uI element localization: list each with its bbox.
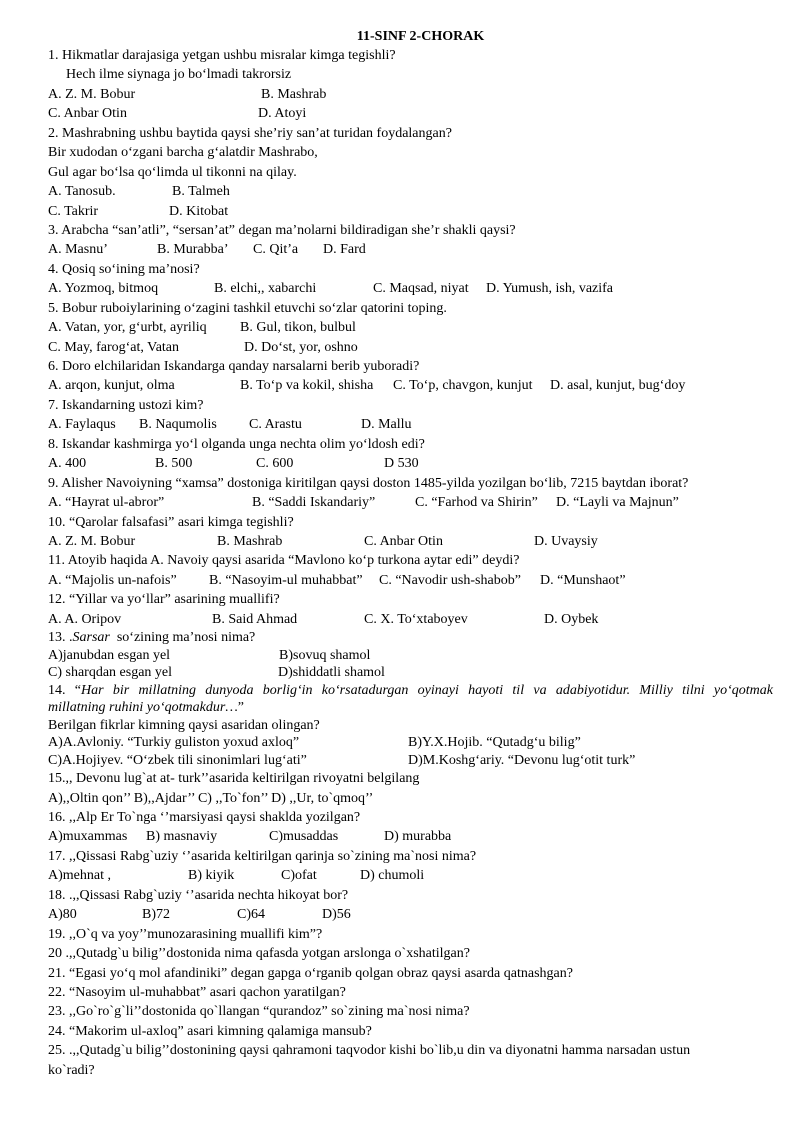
- question-24: 24. “Makorim ul-axloq” asari kimning qalamiga mansub?: [48, 1023, 372, 1039]
- question-1: 1. Hikmatlar darajasiga yetgan ushbu misralar kimga tegishli?: [48, 48, 396, 63]
- question-2-verse-line2: Gul agar bo‘lsa qo‘limda ul tikonni na qilay.: [48, 164, 297, 180]
- q4-option-c[interactable]: C. Maqsad, niyat: [373, 281, 469, 297]
- question-14-options-row2: [48, 752, 773, 770]
- question-5-options-row2: [48, 338, 773, 357]
- question-3: 3. Arabcha “san’atli”, “sersan’at” degan ma’nolarni bildiradigan she’r shakli qaysi?: [48, 222, 516, 238]
- worksheet-page: [48, 28, 773, 1080]
- question-5: 5. Bobur ruboiylarining o‘zagini tashkil etuvchi so‘zlar qatorini toping.: [48, 300, 447, 316]
- q12-option-c[interactable]: C. X. To‘xtaboyev: [364, 611, 468, 627]
- question-7-options: [48, 415, 773, 434]
- question-14-quote-line2: [48, 699, 773, 717]
- q11-option-b[interactable]: B. “Nasoyim-ul muhabbat”: [209, 572, 363, 588]
- q18-option-b[interactable]: B)72: [142, 907, 170, 923]
- q17-option-a[interactable]: A)mehnat ,: [48, 868, 111, 884]
- question-2-verse-line1: Bir xudodan o‘zgani barcha g‘alatdir Mashrabo,: [48, 145, 318, 161]
- q10-option-c[interactable]: C. Anbar Otin: [364, 533, 443, 549]
- q3-option-d[interactable]: D. Fard: [323, 242, 366, 258]
- q14-option-a[interactable]: A)A.Avloniy. “Turkiy guliston yoxud axloq”: [48, 735, 300, 751]
- question-11: 11. Atoyib haqida A. Navoiy qaysi asarida “Mavlono ko‘p turkona aytar edi” deydi?: [48, 553, 520, 569]
- q7-option-d[interactable]: D. Mallu: [361, 417, 412, 433]
- q16-option-b[interactable]: B) masnaviy: [146, 829, 218, 845]
- q9-option-b[interactable]: B. “Saddi Iskandariy”: [252, 495, 376, 511]
- q1-option-d[interactable]: D. Atoyi: [258, 106, 307, 122]
- q18-option-c[interactable]: C)64: [237, 907, 265, 923]
- question-1-options-row1: [48, 85, 773, 104]
- question-7: 7. Iskandarning ustozi kim?: [48, 397, 204, 413]
- question-8-options: [48, 454, 773, 473]
- question-4: 4. Qosiq so‘ining ma’nosi?: [48, 261, 200, 277]
- question-14-quote-line1: [48, 682, 773, 700]
- question-16-options: [48, 827, 773, 846]
- question-18: 18. .,,Qissasi Rabg`uziy ‘’asarida nechta hikoyat bor?: [48, 887, 349, 903]
- q2-option-b[interactable]: B. Talmeh: [172, 184, 230, 200]
- question-21: 21. “Egasi yo‘q mol afandiniki” degan gapga o‘rganib qolgan obraz qaysi asarda qatnashgan?: [48, 965, 573, 981]
- q10-option-d[interactable]: D. Uvaysiy: [534, 533, 598, 549]
- q13-number: 13. .: [48, 630, 73, 646]
- q5-option-a[interactable]: A. Vatan, yor, g‘urbt, ayriliq: [48, 320, 207, 336]
- q14-quote2: millatning ruhini yo‘qotmakdur…: [48, 700, 238, 716]
- q14-option-b[interactable]: B)Y.X.Hojib. “Qutadg‘u bilig”: [408, 735, 581, 751]
- q2-option-d[interactable]: D. Kitobat: [169, 203, 229, 219]
- q6-option-a[interactable]: A. arqon, kunjut, olma: [48, 378, 175, 394]
- q12-option-b[interactable]: B. Said Ahmad: [212, 611, 298, 627]
- question-15-options[interactable]: A),,Oltin qon’’ B),,Ajdar’’ C) ,,To`fon’’ D) ,,Ur, to`qmoq’’: [48, 790, 374, 806]
- q18-option-d[interactable]: D)56: [322, 907, 351, 923]
- question-17: 17. ,,Qissasi Rabg`uziy ‘’asarida keltirilgan qarinja so`zining ma`nosi nima?: [48, 848, 477, 864]
- q10-option-a[interactable]: A. Z. M. Bobur: [48, 533, 136, 549]
- q8-option-c[interactable]: C. 600: [256, 456, 294, 472]
- question-11-options: [48, 571, 773, 590]
- q5-option-c[interactable]: C. May, farog‘at, Vatan: [48, 339, 180, 355]
- q7-option-b[interactable]: B. Naqumolis: [139, 417, 217, 433]
- question-17-options: [48, 866, 773, 885]
- q17-option-c[interactable]: C)ofat: [281, 868, 317, 884]
- q3-option-a[interactable]: A. Masnu’: [48, 242, 108, 258]
- q6-option-d[interactable]: D. asal, kunjut, bug‘doy: [550, 378, 686, 394]
- q14-close: ”: [237, 700, 244, 716]
- question-20: 20 .,,Qutadg`u bilig’’dostonida nima qafasda yotgan arslonga o`xshatilgan?: [48, 946, 470, 962]
- q12-option-a[interactable]: A. A. Oripov: [48, 611, 122, 627]
- q9-option-c[interactable]: C. “Farhod va Shirin”: [415, 495, 538, 511]
- q13-option-b[interactable]: B)sovuq shamol: [279, 647, 371, 663]
- question-15: 15.,, Devonu lug`at at- turk’’asarida keltirilgan rivoyatni belgilang: [48, 771, 420, 787]
- q10-option-b[interactable]: B. Mashrab: [217, 533, 283, 549]
- q2-option-a[interactable]: A. Tanosub.: [48, 184, 116, 200]
- question-10-options: [48, 532, 773, 551]
- question-2-options-row1: [48, 182, 773, 201]
- q1-option-c[interactable]: C. Anbar Otin: [48, 106, 127, 122]
- question-3-options: [48, 240, 773, 259]
- q6-option-c[interactable]: C. To‘p, chavgon, kunjut: [393, 378, 533, 394]
- question-23: 23. ,,Go`ro`g`li’’dostonida qo`llangan “qurandoz” so`zining ma`nosi nima?: [48, 1004, 470, 1020]
- q4-option-d[interactable]: D. Yumush, ish, vazifa: [486, 281, 614, 297]
- question-25-line2: ko`radi?: [48, 1062, 95, 1078]
- q1-option-b[interactable]: B. Mashrab: [261, 86, 327, 102]
- q14-quote1: Har bir millatning dunyoda borlig‘in ko‘rsatadurgan oyinayi hayoti til va adabiyotidur. Milliy tilni yo‘qotmak: [81, 682, 774, 698]
- q17-option-b[interactable]: B) kiyik: [188, 868, 235, 884]
- q14-open: 14. “: [48, 682, 81, 698]
- q1-option-a[interactable]: A. Z. M. Bobur: [48, 86, 136, 102]
- q9-option-d[interactable]: D. “Layli va Majnun”: [556, 495, 679, 511]
- question-18-options: [48, 905, 773, 924]
- question-1-options-row2: [48, 104, 773, 123]
- q16-option-a[interactable]: A)muxammas: [48, 829, 128, 845]
- question-9-options: [48, 493, 773, 512]
- q4-option-b[interactable]: B. elchi,, xabarchi: [214, 281, 317, 297]
- q9-option-a[interactable]: A. “Hayrat ul-abror”: [48, 495, 165, 511]
- q18-option-a[interactable]: A)80: [48, 907, 77, 923]
- question-12: 12. “Yillar va yo‘llar” asarining muallifi?: [48, 592, 280, 608]
- question-6: 6. Doro elchilaridan Iskandarga qanday narsalarni berib yuboradi?: [48, 359, 420, 374]
- q13-option-a[interactable]: A)janubdan esgan yel: [48, 647, 171, 663]
- q11-option-a[interactable]: A. “Majolis un-nafois”: [48, 572, 177, 588]
- q13-rest: so‘zining ma’nosi nima?: [116, 630, 256, 646]
- q13-option-c[interactable]: C) sharqdan esgan yel: [48, 665, 173, 681]
- q8-option-d[interactable]: D 530: [384, 456, 419, 472]
- question-4-options: [48, 279, 773, 298]
- q13-option-d[interactable]: D)shiddatli shamol: [278, 665, 385, 681]
- q17-option-d[interactable]: D) chumoli: [360, 868, 425, 884]
- q16-option-d[interactable]: D) murabba: [384, 829, 452, 845]
- question-13-options-row2: [48, 664, 773, 682]
- question-19: 19. ,,O`q va yoy’’munozarasining muallifi kim”?: [48, 926, 323, 942]
- question-9: 9. Alisher Navoiyning “xamsa” dostoniga kiritilgan qaysi doston 1485-yilda yozilgan bo‘lib, 7215 baytdan iborat?: [48, 475, 689, 491]
- question-14-options-row1: [48, 734, 773, 752]
- question-8: 8. Iskandar kashmirga yo‘l olganda unga nechta olim yo‘ldosh edi?: [48, 436, 425, 452]
- q14-option-d[interactable]: D)M.Koshg‘ariy. “Devonu lug‘otit turk”: [408, 752, 636, 768]
- question-6-options: [48, 376, 773, 395]
- page-title: 11-SINF 2-CHORAK: [356, 29, 485, 44]
- q8-option-b[interactable]: B. 500: [155, 456, 193, 472]
- question-2-options-row2: [48, 202, 773, 221]
- q4-option-a[interactable]: A. Yozmoq, bitmoq: [48, 281, 159, 297]
- q13-word: Sarsar: [72, 630, 110, 646]
- question-1-quote: Hech ilme siynaga jo bo‘lmadi takrorsiz: [66, 67, 292, 83]
- q3-option-b[interactable]: B. Murabba’: [157, 242, 229, 258]
- question-16: 16. ,,Alp Er To`nga ‘’marsiyasi qaysi shaklda yozilgan?: [48, 810, 361, 825]
- question-14-prompt: Berilgan fikrlar kimning qaysi asaridan olingan?: [48, 717, 320, 733]
- q6-option-b[interactable]: B. To‘p va kokil, shisha: [240, 378, 374, 394]
- question-25-line1: 25. .,,Qutadg`u bilig’’dostonining qaysi qahramoni taqvodor kishi bo`lib,u din va diyonatni hamma narsadan ustun: [48, 1043, 691, 1059]
- question-12-options: [48, 610, 773, 629]
- question-5-options-row1: [48, 318, 773, 337]
- q2-option-c[interactable]: C. Takrir: [48, 203, 99, 219]
- q5-option-d[interactable]: D. Do‘st, yor, oshno: [244, 339, 358, 355]
- q12-option-d[interactable]: D. Oybek: [544, 611, 599, 627]
- q14-option-c[interactable]: C)A.Hojiyev. “O‘zbek tili sinonimlari lug‘ati”: [48, 752, 307, 768]
- question-13: [48, 629, 773, 647]
- question-22: 22. “Nasoyim ul-muhabbat” asari qachon yaratilgan?: [48, 984, 346, 1000]
- q11-option-d[interactable]: D. “Munshaot”: [540, 572, 626, 588]
- q11-option-c[interactable]: C. “Navodir ush-shabob”: [379, 572, 521, 588]
- question-13-options-row1: [48, 647, 773, 665]
- q8-option-a[interactable]: A. 400: [48, 456, 87, 472]
- question-2: 2. Mashrabning ushbu baytida qaysi she’riy san’at turidan foydalangan?: [48, 125, 452, 141]
- q7-option-a[interactable]: A. Faylaqus: [48, 417, 116, 433]
- q5-option-b[interactable]: B. Gul, tikon, bulbul: [240, 320, 356, 336]
- q16-option-c[interactable]: C)musaddas: [269, 829, 339, 845]
- question-10: 10. “Qarolar falsafasi” asari kimga tegishli?: [48, 514, 294, 530]
- q7-option-c[interactable]: C. Arastu: [249, 417, 302, 433]
- q3-option-c[interactable]: C. Qit’a: [253, 242, 299, 258]
